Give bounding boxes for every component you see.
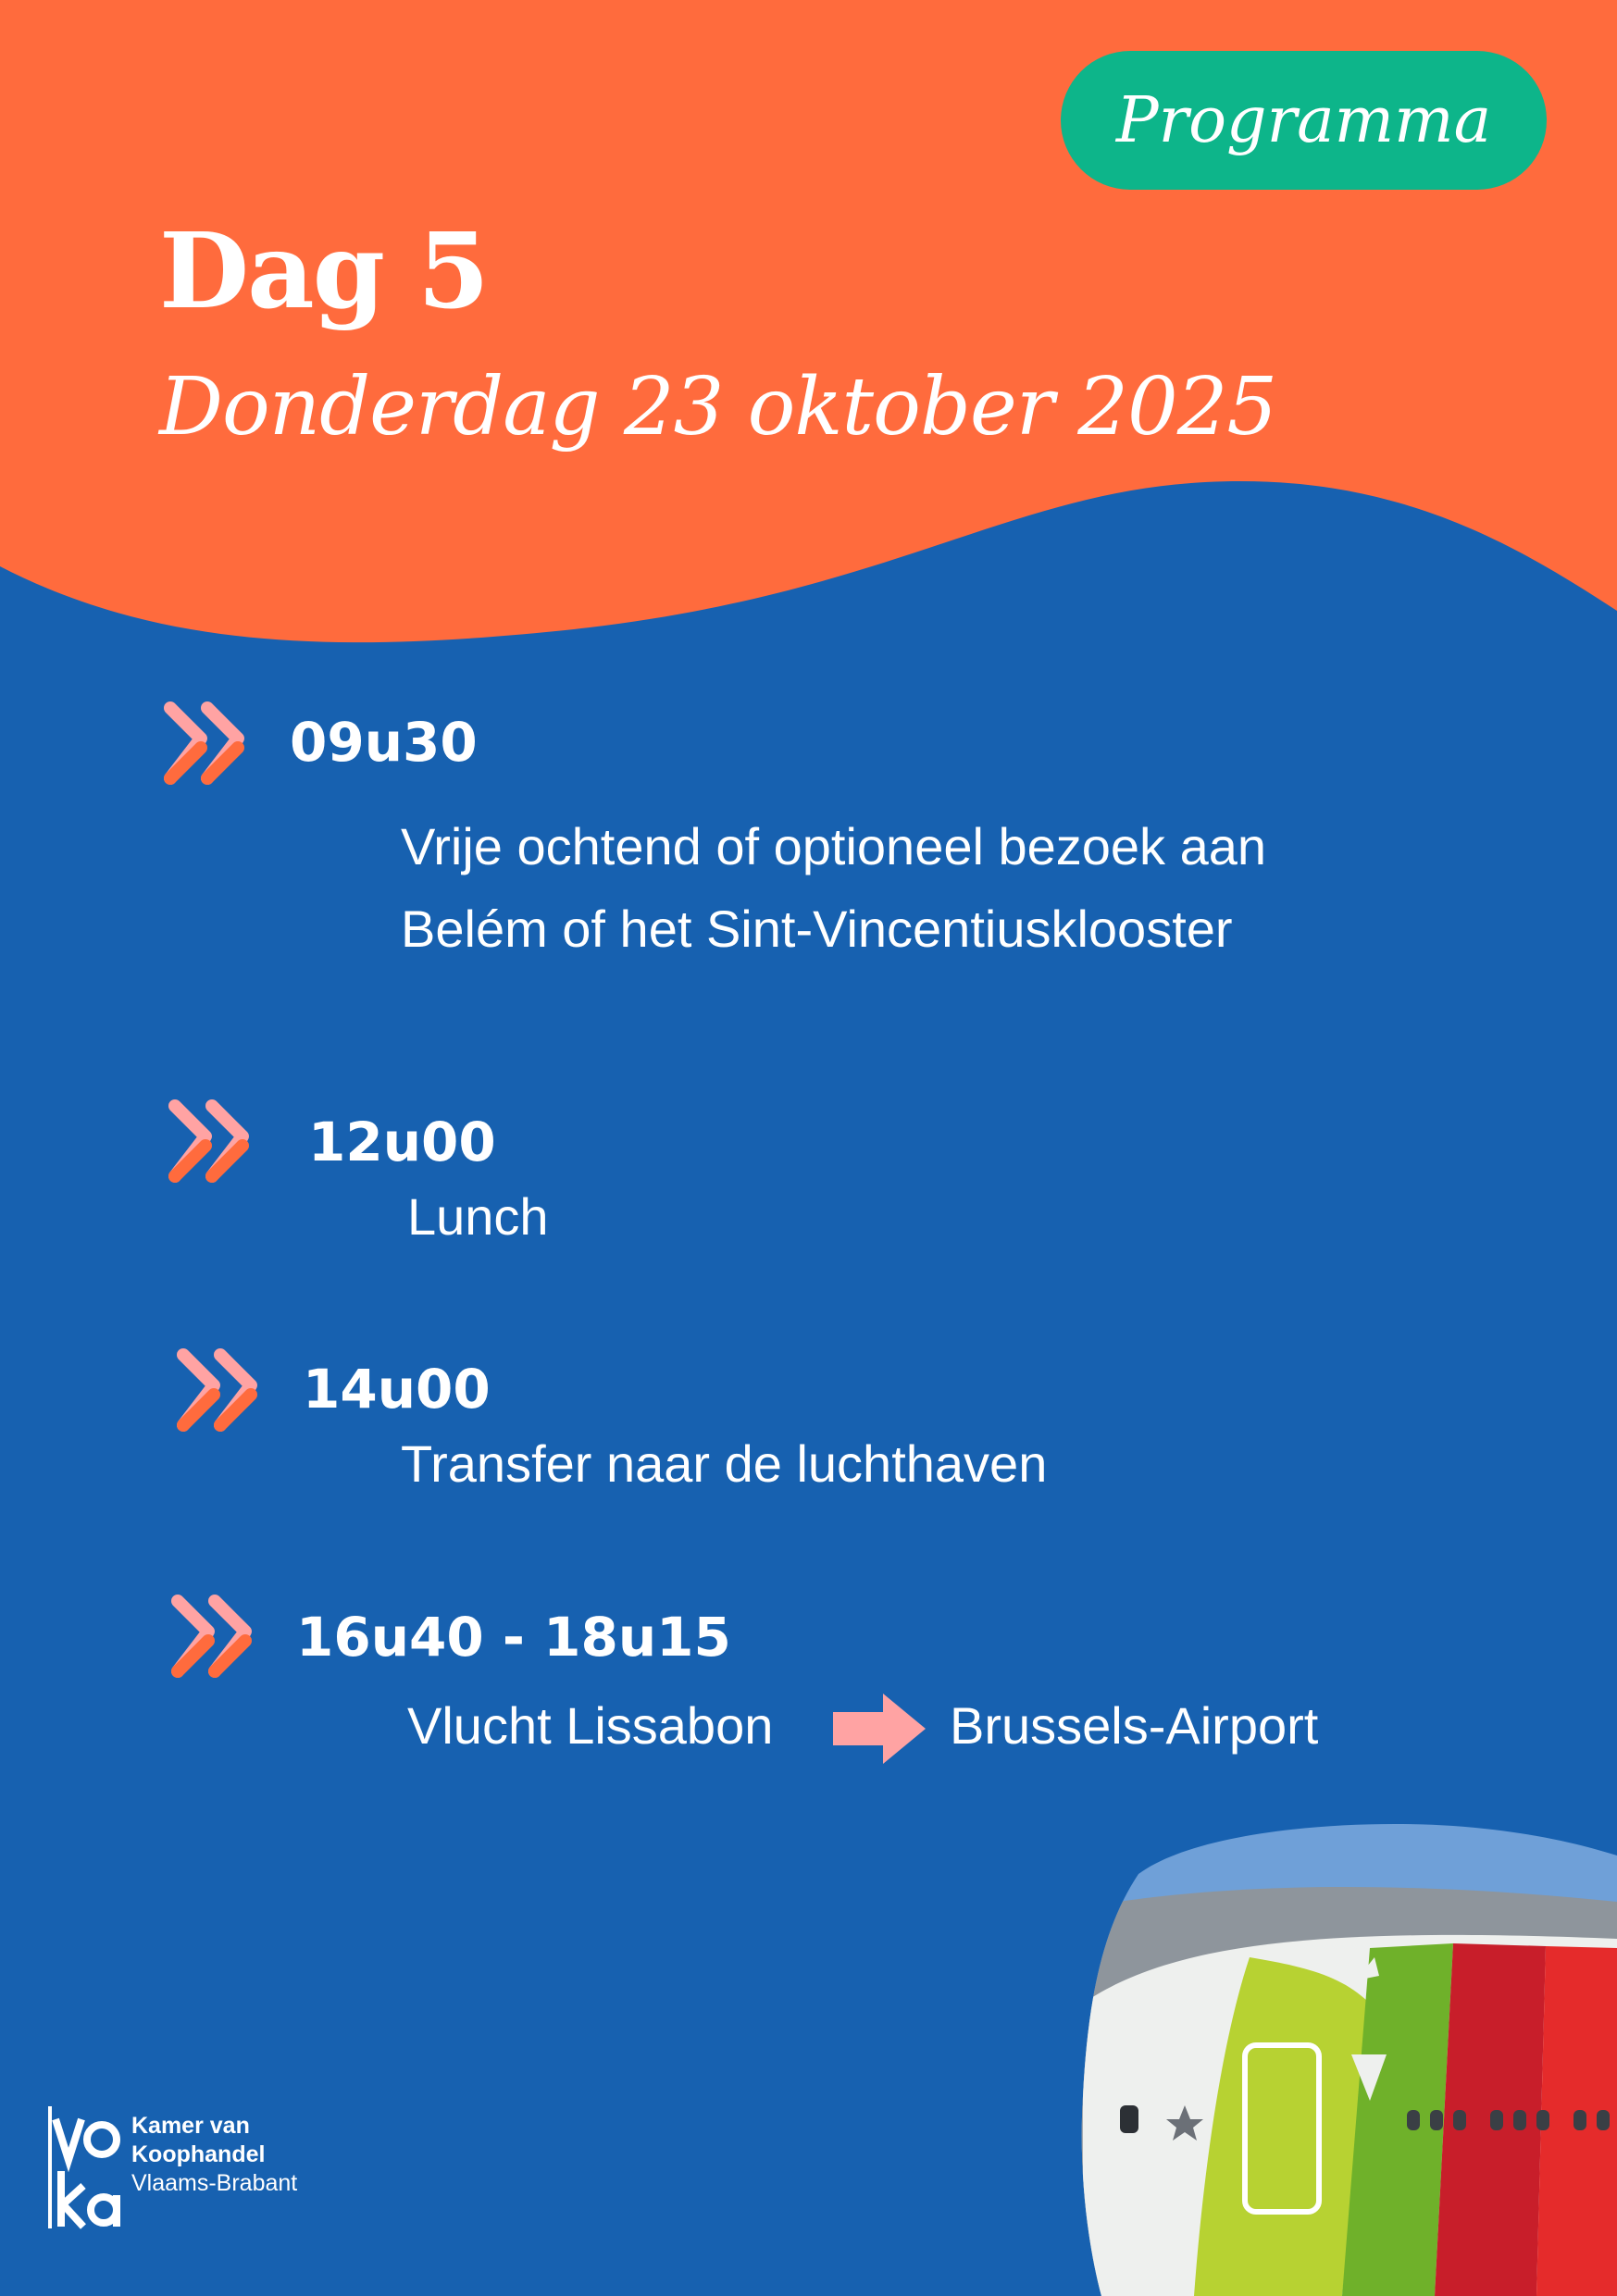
double-chevron-icon	[159, 701, 261, 793]
schedule-time-3: 14u00	[303, 1358, 491, 1421]
schedule-desc-2: Lunch	[407, 1187, 549, 1246]
schedule-desc-3: Transfer naar de luchthaven	[401, 1434, 1048, 1493]
arrow-right-icon	[831, 1692, 928, 1766]
org-line-1: Kamer van	[131, 2113, 250, 2139]
schedule-time-1: 09u30	[290, 711, 478, 774]
page-title: Dag 5	[159, 211, 488, 332]
org-line-3: Vlaams-Brabant	[131, 2170, 298, 2196]
flight-from: Vlucht Lissabon	[407, 1696, 774, 1755]
double-chevron-icon	[172, 1347, 274, 1440]
airplane-illustration	[1064, 1818, 1617, 2296]
double-chevron-icon	[164, 1098, 266, 1191]
organization-name	[131, 2112, 297, 2198]
programma-badge	[1061, 51, 1547, 190]
schedule-desc-1b: Belém of het Sint-Vincentiusklooster	[401, 900, 1233, 958]
badge-label: Programma	[1115, 83, 1492, 157]
schedule-time-4: 16u40 - 18u15	[296, 1606, 731, 1669]
page-date: Donderdag 23 oktober 2025	[159, 361, 1277, 453]
voka-logo	[46, 2103, 122, 2232]
schedule-time-2: 12u00	[308, 1111, 496, 1173]
schedule-desc-1a: Vrije ochtend of optioneel bezoek aan	[401, 817, 1267, 875]
flight-to: Brussels-Airport	[950, 1696, 1319, 1755]
double-chevron-icon	[167, 1594, 268, 1686]
org-line-2: Koophandel	[131, 2141, 266, 2167]
